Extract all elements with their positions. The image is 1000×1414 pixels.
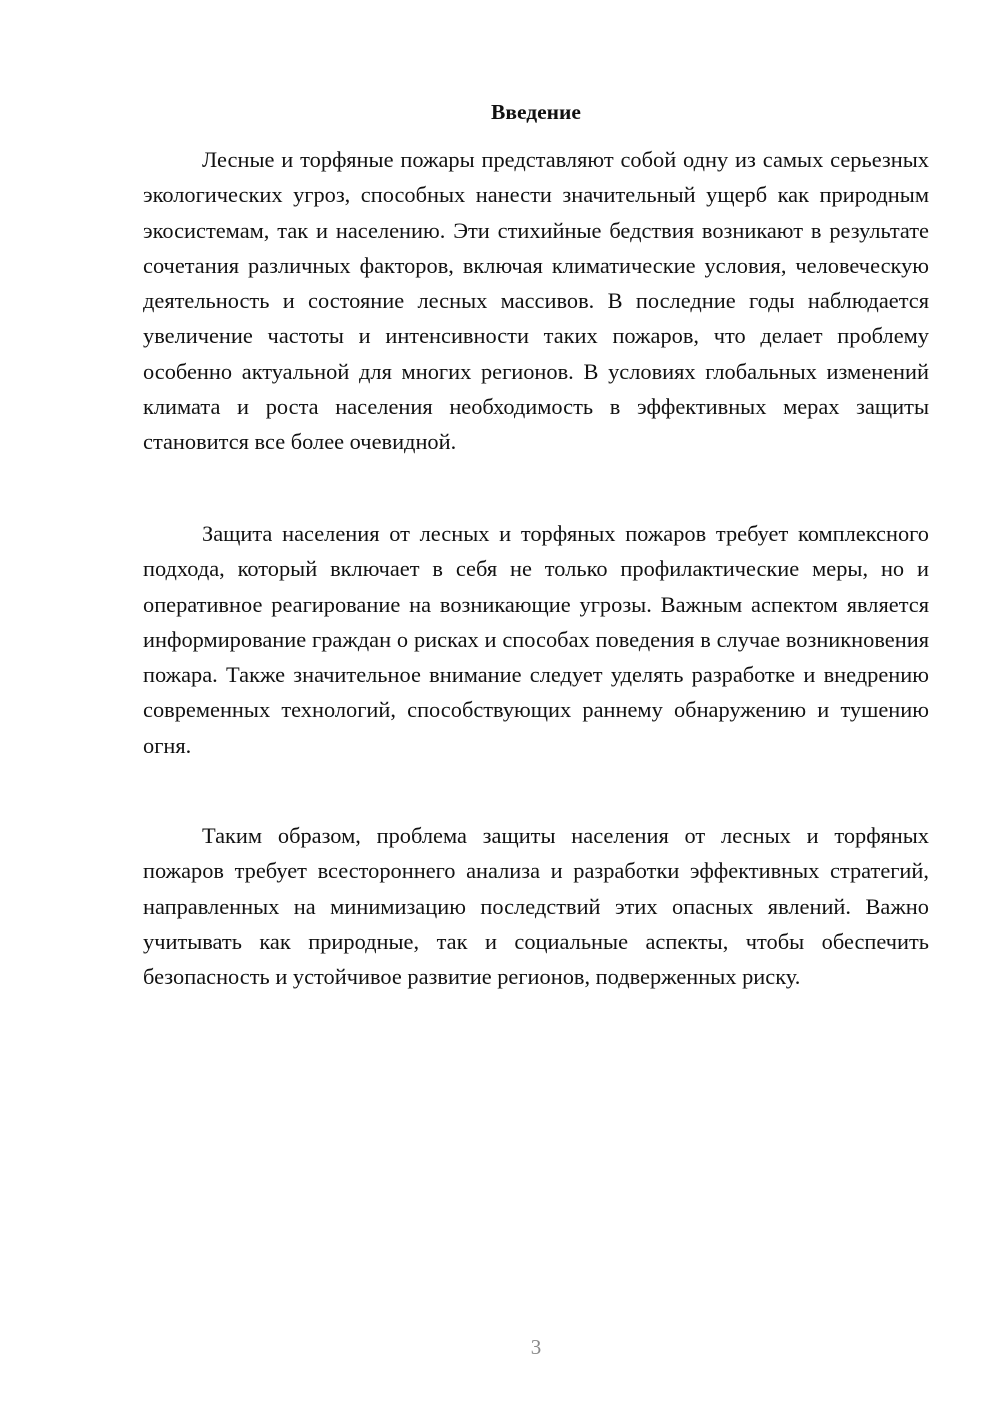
paragraph-3: Таким образом, проблема защиты населения от лесных и торфяных пожаров требует всестороннего анализа и разработки эффективных стратегий, направленных на минимизацию последствий этих опасных явлений. Важно учитывать как природные, так и социальные аспекты, чтобы обеспечить безопасность и устойчивое развитие регионов, подверженных риску. bbox=[143, 823, 929, 990]
paragraph-1: Лесные и торфяные пожары представляют собой одну из самых серьезных экологических угроз, способных нанести значительный ущерб как природным экосистемам, так и населению. Эти стихийные бедствия возникают в результате сочетания различных факторов, включая климатические условия, человеческую деятельность и состояние лесных массивов. В последние годы наблюдается увеличение частоты и интенсивности таких пожаров, что делает проблему особенно актуальной для многих регионов. В условиях глобальных изменений климата и роста населения необходимость в эффективных мерах защиты становится все более очевидной. bbox=[143, 147, 929, 455]
section-heading: Введение bbox=[491, 100, 581, 124]
page-number: 3 bbox=[530, 1335, 542, 1359]
paragraph-2: Защита населения от лесных и торфяных пожаров требует комплексного подхода, который включает в себя не только профилактические меры, но и оперативное реагирование на возникающие угрозы. Важным аспектом является информирование граждан о рисках и способах поведения в случае возникновения пожара. Также значительное внимание следует уделять разработке и внедрению современных технологий, способствующих раннему обнаружению и тушению огня. bbox=[143, 521, 929, 758]
